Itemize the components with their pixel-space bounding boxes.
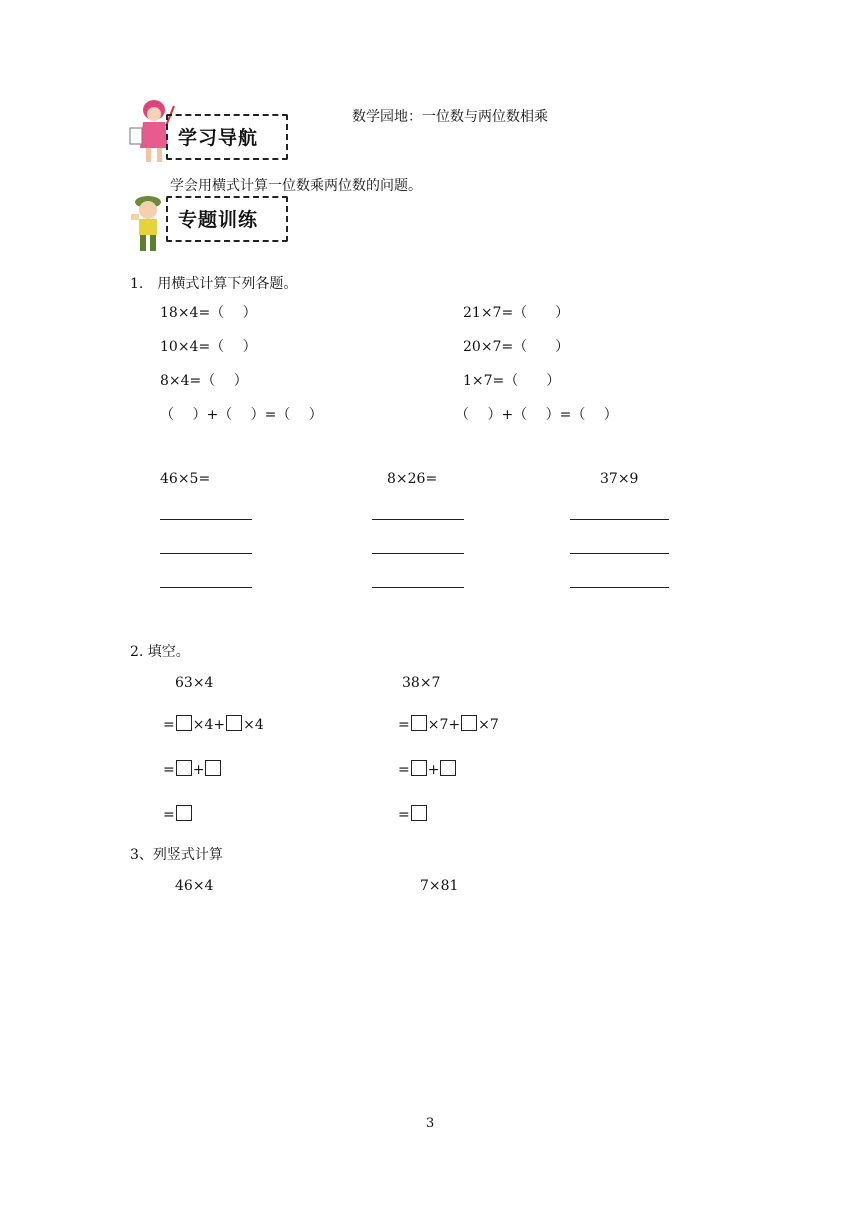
special-training-banner	[166, 196, 288, 240]
q1-expr-3: 37×9	[600, 471, 639, 487]
answer-line	[160, 519, 252, 520]
plus-sign: +	[427, 762, 440, 778]
times-seven: ×7	[427, 717, 449, 733]
blank-box[interactable]	[411, 760, 427, 776]
page-number: 3	[426, 1116, 435, 1131]
question-2-title: 2. 填空。	[130, 644, 190, 660]
answer-line	[570, 553, 669, 554]
learning-guide-label: 学习导航	[178, 127, 259, 149]
q2-a-step-2	[163, 760, 222, 778]
learning-guide-banner	[166, 114, 288, 158]
q1-right-line-1: 21×7=（ ）	[463, 305, 570, 321]
q2-b-step-1	[398, 715, 499, 733]
q2-a-step-1	[163, 715, 264, 733]
q2-b-step-2	[398, 760, 457, 778]
q2-a-expression: 63×4	[175, 675, 214, 691]
q1-left-line-4: （ ）+（ ）=（ ）	[160, 407, 323, 423]
q1-right-line-4: （ ）+（ ）=（ ）	[455, 407, 618, 423]
question-1-title: 1. 用横式计算下列各题。	[130, 276, 298, 292]
answer-line	[372, 553, 464, 554]
q1-left-line-2: 10×4=（ ）	[160, 339, 257, 355]
plus-sign: +	[448, 717, 461, 733]
q1-right-line-3: 1×7=（ ）	[463, 373, 561, 389]
equals-sign: =	[163, 807, 175, 823]
answer-line	[160, 553, 252, 554]
q3-expr-2: 7×81	[420, 878, 459, 894]
q1-left-line-1: 18×4=（ ）	[160, 305, 257, 321]
plus-sign: +	[192, 762, 205, 778]
blank-box[interactable]	[205, 760, 221, 776]
equals-sign: =	[163, 762, 175, 778]
equals-sign: =	[398, 762, 410, 778]
answer-line	[160, 587, 252, 588]
blank-box[interactable]	[176, 760, 192, 776]
boy-cartoon-icon	[130, 194, 166, 254]
answer-line	[570, 519, 669, 520]
learning-objective: 学会用横式计算一位数乘两位数的问题。	[170, 178, 422, 194]
answer-line	[570, 587, 669, 588]
q2-b-expression: 38×7	[402, 675, 441, 691]
times-seven: ×7	[478, 717, 499, 733]
q1-right-line-2: 20×7=（ ）	[463, 339, 570, 355]
q1-expr-2: 8×26=	[387, 471, 438, 487]
equals-sign: =	[398, 717, 410, 733]
blank-box[interactable]	[176, 805, 192, 821]
times-four: ×4	[192, 717, 214, 733]
blank-box[interactable]	[440, 760, 456, 776]
times-four: ×4	[243, 717, 264, 733]
blank-box[interactable]	[226, 715, 242, 731]
answer-line	[372, 519, 464, 520]
blank-box[interactable]	[461, 715, 477, 731]
question-3-title: 3、列竖式计算	[130, 847, 223, 863]
q2-b-step-3	[398, 805, 428, 823]
blank-box[interactable]	[176, 715, 192, 731]
q1-left-line-3: 8×4=（ ）	[160, 373, 248, 389]
q3-expr-1: 46×4	[175, 878, 214, 894]
page-header-title: 数学园地：一位数与两位数相乘	[352, 109, 548, 125]
blank-box[interactable]	[411, 715, 427, 731]
plus-sign: +	[213, 717, 226, 733]
equals-sign: =	[163, 717, 175, 733]
special-training-label: 专题训练	[178, 209, 259, 231]
answer-line	[372, 587, 464, 588]
blank-box[interactable]	[411, 805, 427, 821]
q2-a-step-3	[163, 805, 193, 823]
q1-expr-1: 46×5=	[160, 471, 211, 487]
equals-sign: =	[398, 807, 410, 823]
